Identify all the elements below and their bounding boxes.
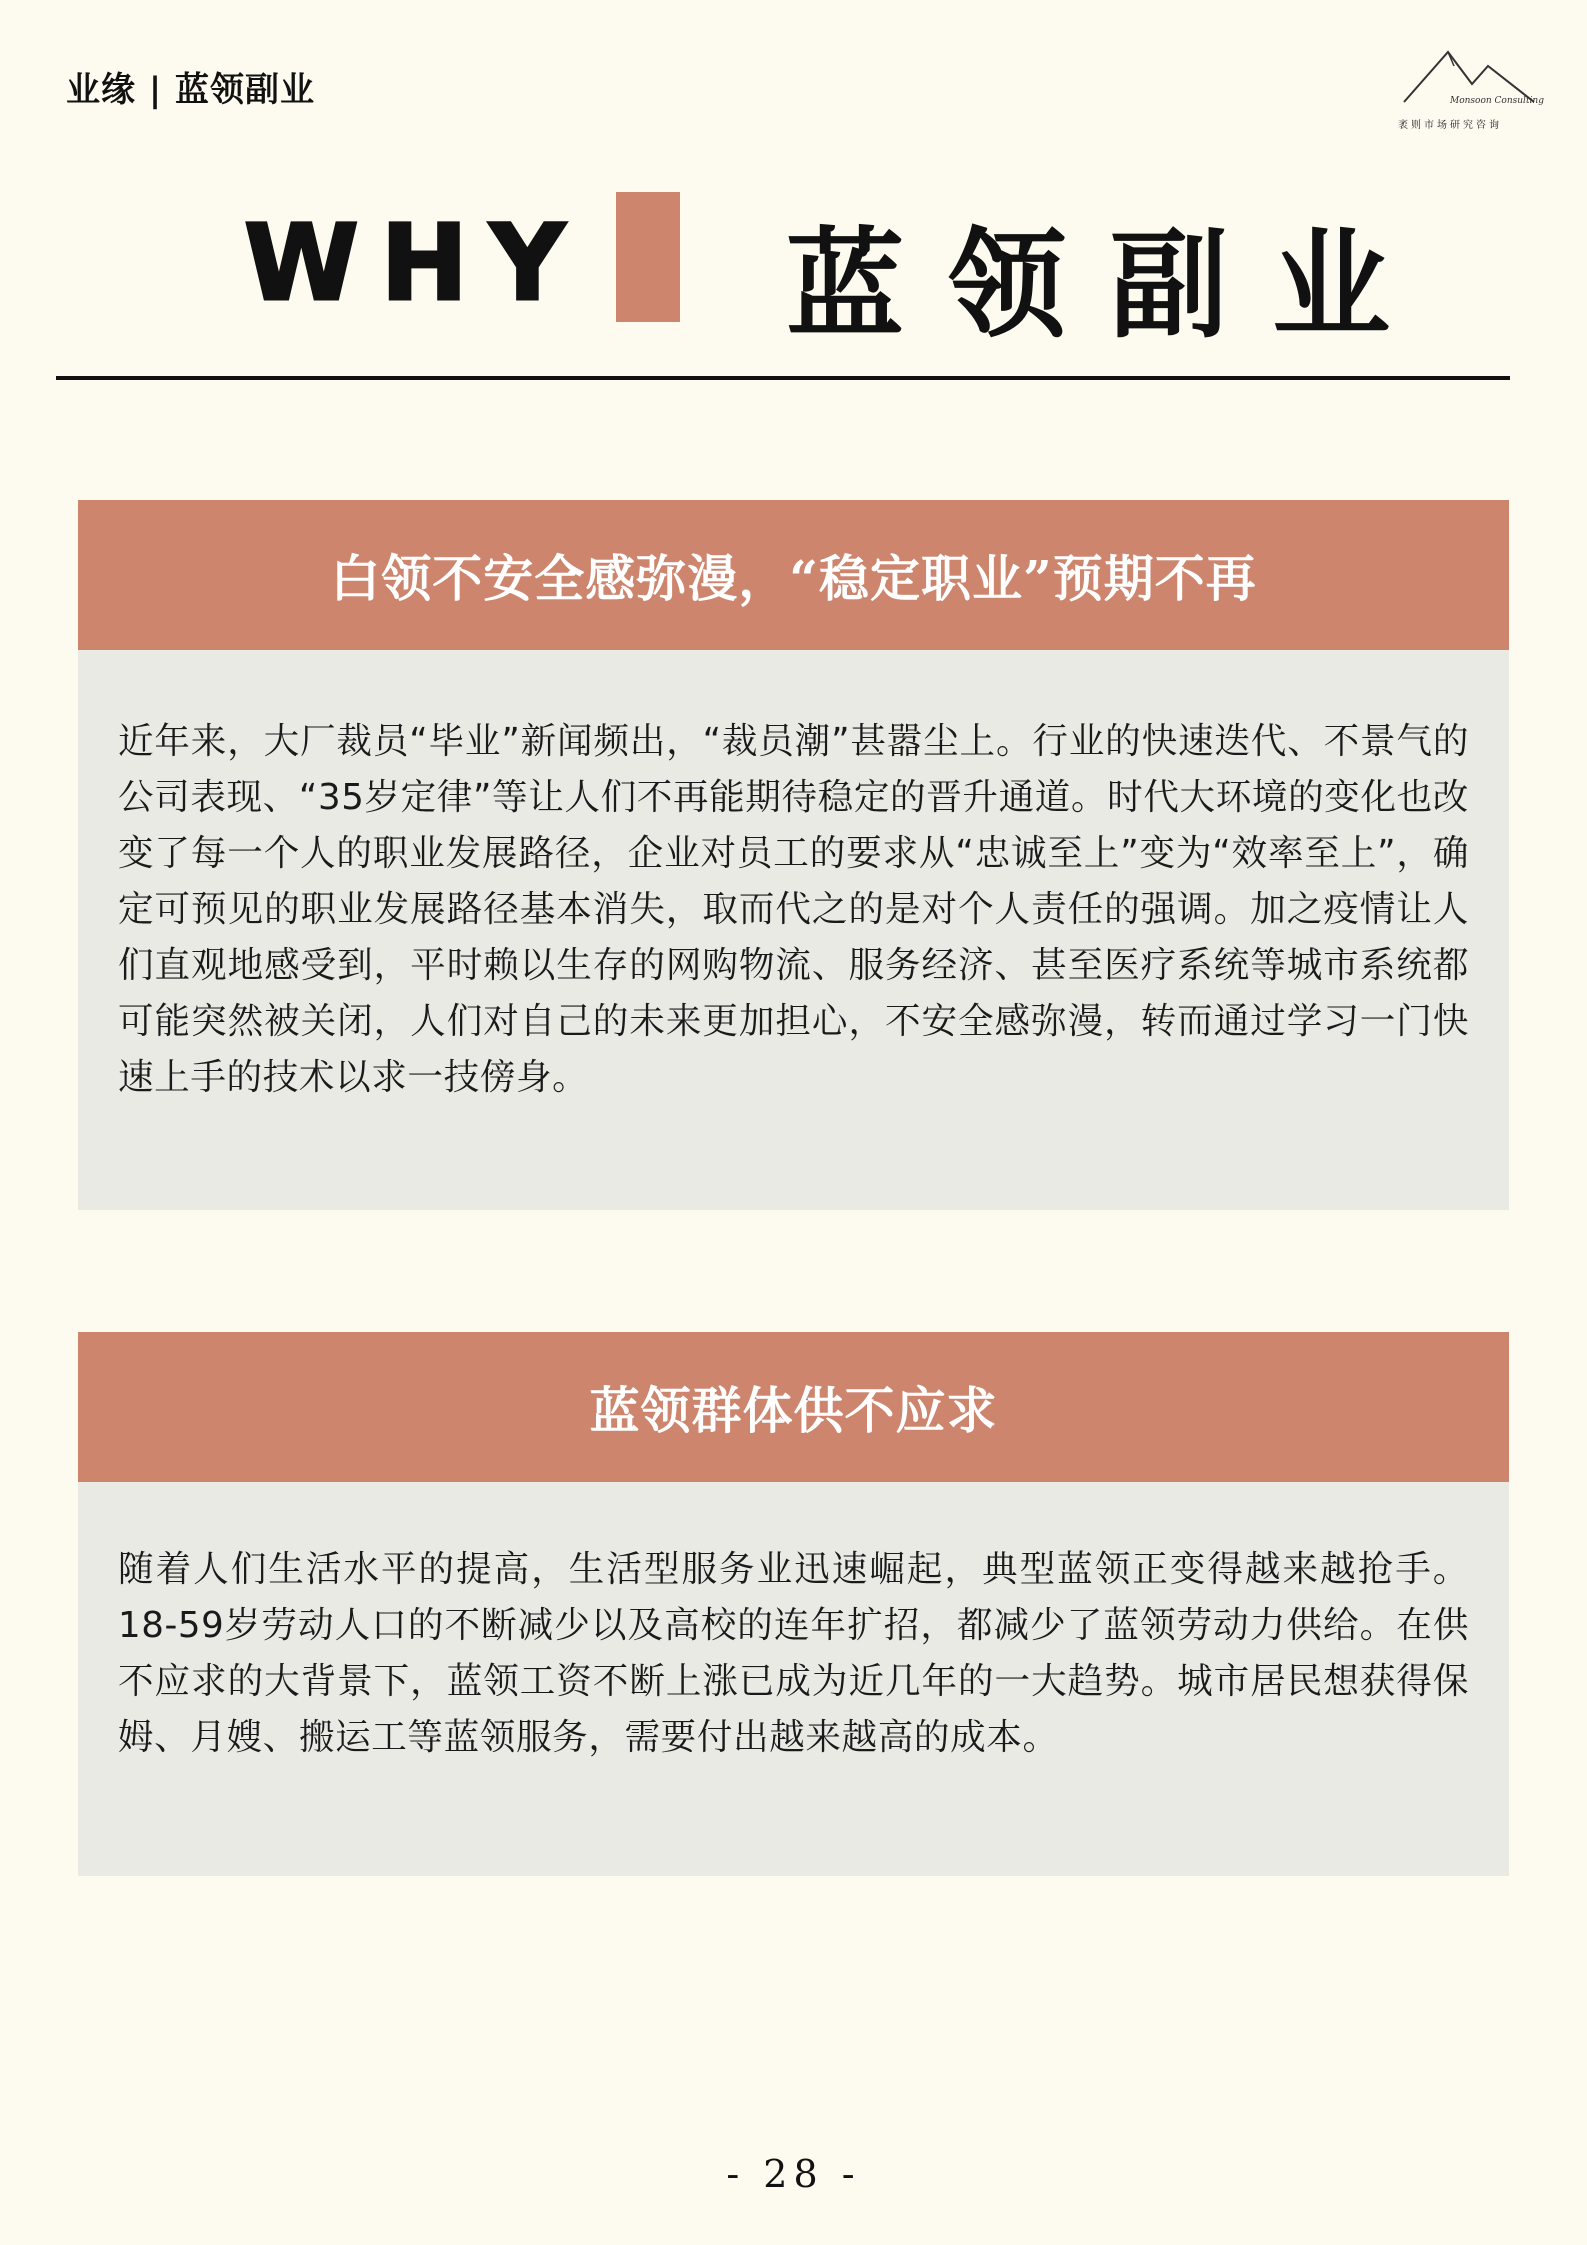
title-accent-bar	[616, 192, 680, 322]
title-divider	[56, 376, 1510, 380]
title-why: WHY	[244, 202, 588, 324]
brand-logo	[1392, 44, 1556, 134]
header-label: 业缘 | 蓝领副业	[66, 70, 316, 110]
logo-subtitle: 袤则市场研究咨询	[1398, 120, 1502, 131]
section-white-collar	[78, 500, 1509, 1210]
page-number: - 28 -	[726, 2152, 861, 2196]
section-body-text: 近年来，大厂裁员“毕业”新闻频出，“裁员潮”甚嚣尘上。行业的快速迭代、不景气的公司表现、“35岁定律”等让人们不再能期待稳定的晋升通道。时代大环境的变化也改变了每一个人的职业发展路径，企业对员工的要求从“忠诚至上”变为“效率至上”，确定可预见的职业发展路径基本消失，取而代之的是对个人责任的强调。加之疫情让人们直观地感受到，平时赖以生存的网购物流、服务经济、甚至医疗系统等城市系统都可能突然被关闭，人们对自己的未来更加担心，不安全感弥漫，转而通过学习一门快速上手的技术以求一技傍身。	[78, 650, 1509, 1210]
section-blue-collar	[78, 1332, 1509, 1876]
page-title	[0, 180, 1587, 354]
mountain-logo-icon	[1392, 44, 1556, 104]
section-heading: 白领不安全感弥漫，“稳定职业”预期不再	[78, 500, 1509, 650]
title-chinese: 蓝领副业	[786, 215, 1435, 354]
logo-script-text: Monsoon Consulting	[1450, 96, 1544, 106]
section-heading: 蓝领群体供不应求	[78, 1332, 1509, 1482]
section-body-text: 随着人们生活水平的提高，生活型服务业迅速崛起，典型蓝领正变得越来越抢手。18-59岁劳动人口的不断减少以及高校的连年扩招，都减少了蓝领劳动力供给。在供不应求的大背景下，蓝领工资不断上涨已成为近几年的一大趋势。城市居民想获得保姆、月嫂、搬运工等蓝领服务，需要付出越来越高的成本。	[78, 1482, 1509, 1876]
